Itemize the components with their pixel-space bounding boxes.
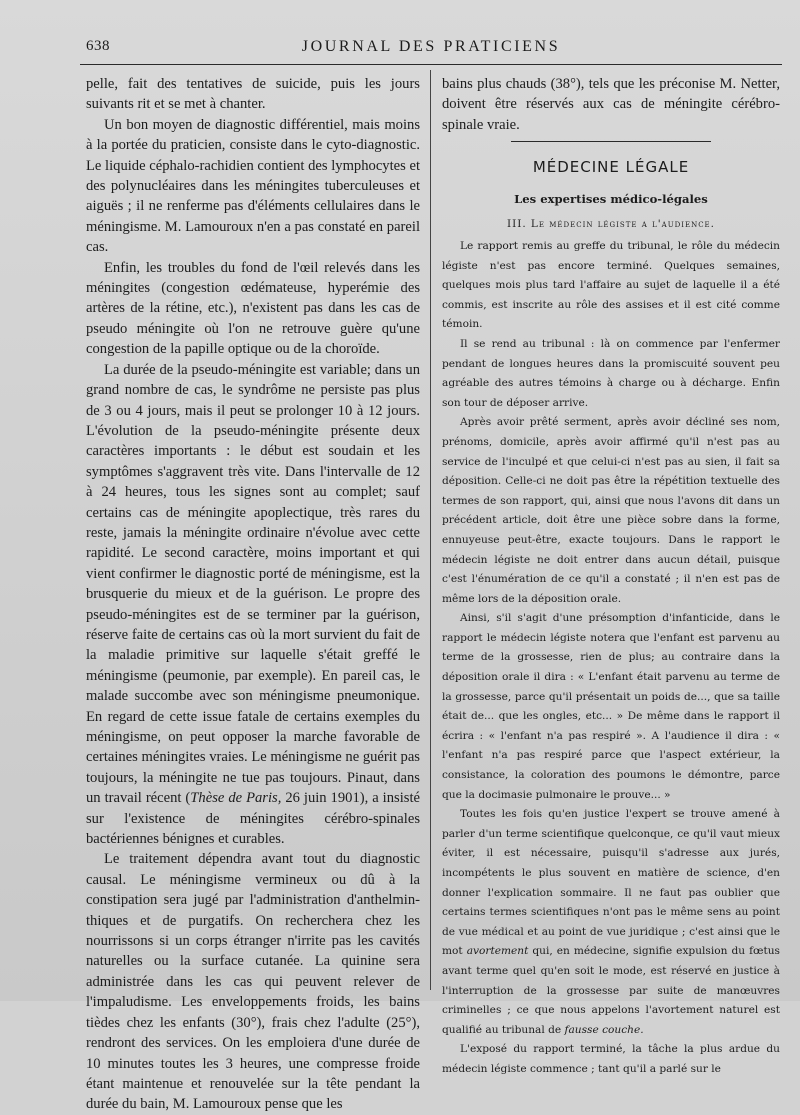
paragraph: Ainsi, s'il s'agit d'une présomption d'infanticide, dans le rapport le médecin légiste notera que l'enfant est parvenu au terme de la grossesse, rien de plus; au contraire dans la déposition orale il dira : « L'enfant était parvenu au terme de la grossesse, parce qu'il présentait un poids de..., que sa taille était de... que les ongles, etc... » De même dans le rapport il écrira : « l'enfant n'a pas respiré ». A l'audience il dira : « l'enfant n'a pas respiré parce que l'aspect extérieur, la consistance, la coloration des poumons le démontre, parce que la docimasie pulmonaire le prouve... » — [442, 612, 780, 801]
header-rule — [80, 64, 782, 65]
paragraph: Le traitement dépendra avant tout du diagnostic causal. Le méningisme vermineux ou dû à la constipation sera jugé par l'administration d'anthelmin-thiques et de purgatifs. On recherchera chez les nourrissons si un corps étranger n'irrite pas les cavités naturelles ou la surface cutanée. La quinine sera administrée dans les cas qui peuvent relever de l'impaludisme. Les enveloppements froids, les bains tièdes chez les enfants (30°), frais chez l'adulte (25°), rendront des services. On les emploiera d'une durée de 10 minutes toutes les 3 heures, une compresse froide étant maintenue et renouvelée sur la tête pendant la durée du bain, M. Lamouroux pense que les — [86, 851, 420, 1113]
paragraph: L'exposé du rapport terminé, la tâche la plus ardue du médecin légiste commence ; tant qu'il a parlé sur le — [442, 1043, 780, 1075]
paragraph: pelle, fait des tentatives de suicide, puis les jours suivants rit et se met à chanter. — [86, 76, 420, 113]
italic-term: avortement — [466, 945, 529, 958]
part-title: III. Le médecin légiste a l'audience. — [507, 218, 715, 231]
page-number: 638 — [86, 38, 110, 54]
left-column — [86, 74, 420, 1113]
running-title: JOURNAL DES PRATICIENS — [301, 38, 561, 55]
citation-title: Thèse de Paris, — [190, 790, 282, 807]
section-rule — [511, 141, 711, 142]
paragraph-text: Toutes les fois qu'en justice l'expert se trouve amené à parler d'un terme scientifique quelconque, ce qu'il vaut mieux éviter, il est nécessaire, puisqu'il s'adresse aux jurés, incompétents le plus souvent en matière de science, d'en donner l'explication sommaire. Il ne faut pas oublier que certains termes scientifiques n'ont pas le même sens au point de vue médical et au point de vue juridique ; c'est ainsi que le mot — [442, 808, 780, 958]
italic-phrase: fausse couche. — [564, 1023, 644, 1036]
paragraph: Il se rend au tribunal : là on commence par l'enfermer pendant de longues heures dans la promiscuité souvent peu agréable des autres témoins à charge ou à décharge. Enfin son tour de déposer arrive. — [442, 337, 780, 409]
paragraph: Après avoir prêté serment, après avoir décliné ses nom, prénoms, domicile, après avoir affirmé qu'il n'est pas au service de l'inculpé et que celui-ci n'est pas au sien, il fait sa déposition. Celle-ci ne doit pas être la répétition textuelle des termes de son rapport, qui, ainsi que nous l'avons dit dans un précédent article, doit être une pièce sobre dans la forme, ennuyeuse peut-être, exacte toujours. Dans le rapport le médecin légiste ne doit entrer dans aucun détail, puisque c'est l'énumération de ce qu'il a constaté ; il n'en est pas de même lors de la déposition orale. — [442, 416, 780, 605]
paragraph: Un bon moyen de diagnostic différentiel, mais moins à la portée du praticien, consiste dans le cyto-diagnostic. Le liquide céphalo-rachidien contient des lymphocytes et des polynucléaires dans les méningites tuberculeuses et aiguës ; il ne renferme pas d'éléments cellulaires dans le méningisme. M. Lamouroux n'en a pas constaté en pareil cas. — [86, 116, 420, 256]
paragraph: Enfin, les troubles du fond de l'œil relevés dans les méningites (congestion œdémateuse, hyperémie des artères de la rétine, etc.), n'existent pas dans les cas de pseudo méningite où l'on ne retrouve guère qu'une congestion de la papille optique ou de la choroïde. — [86, 259, 420, 358]
page-header — [86, 38, 776, 60]
paragraph-tail: qui, en médecine, signifie expulsion du fœtus avant terme quel qu'en soit le mode, est réservé en justice à l'interruption de la grossesse par suite de manœuvres criminelles ; ce que nous appelons l'avortement naturel est qualifié au tribunal de — [442, 945, 780, 1036]
paragraph-with-terms — [442, 805, 780, 1040]
citation-tail: 26 juin 1901), a insisté sur l'existence de méningites cérébro-spinales bactériennes bénignes et curables. — [86, 790, 420, 848]
section-title: MÉDECINE LÉGALE — [532, 158, 690, 177]
column-divider — [430, 70, 431, 990]
intro-paragraph: bains plus chauds (38°), tels que les préconise M. Netter, doivent être réservés aux cas de méningite cérébro-spinale vraie. — [442, 76, 780, 133]
paragraph: Le rapport remis au greffe du tribunal, le rôle du médecin légiste n'est pas encore terminé. Quelques semaines, quelques mois plus tard l'affaire au sujet de laquelle il a été commis, est inscrite au rôle des assises et il est cité comme témoin. — [442, 240, 780, 331]
right-column — [442, 74, 780, 1075]
paragraph-with-citation — [86, 360, 420, 850]
paragraph-text: La durée de la pseudo-méningite est variable; dans un grand nombre de cas, le syndrôme ne persiste pas plus de 3 ou 4 jours, mais il peut se prolonger 10 à 12 jours. L'évolution de la pseudo-méningite présente deux caractères importants : le début est soudain et les symptômes s'aggravent très vite. Dans l'intervalle de 12 à 24 heures, tous les signes sont au complet; sauf certains cas de méningite apoplectique, très rares du reste, jamais la méningite ordinaire n'évolue avec cette rapidité. Le second caractère, moins important et qui vient confirmer le diagnostic porté de méningisme, est la brusquerie du mieux et de la guérison. Le propre des pseudo-méningites est de se terminer par la guérison, réserve faite de certains cas où la mort survient du fait de la maladie primitive sur laquelle s'était greffé le méningisme (peumonie, par exemple). En pareil cas, le malade succombe avec son méningisme pneumonique. En regard de cette issue fatale de certains exemples du méningisme, on peut opposer la marche favorable de certaines méningites vraies. Le méningisme ne guérit pas toujours, la méningite ne tue pas toujours. Pinaut, dans un travail récent ( — [86, 361, 420, 807]
subsection-title: Les expertises médico-légales — [514, 191, 708, 206]
